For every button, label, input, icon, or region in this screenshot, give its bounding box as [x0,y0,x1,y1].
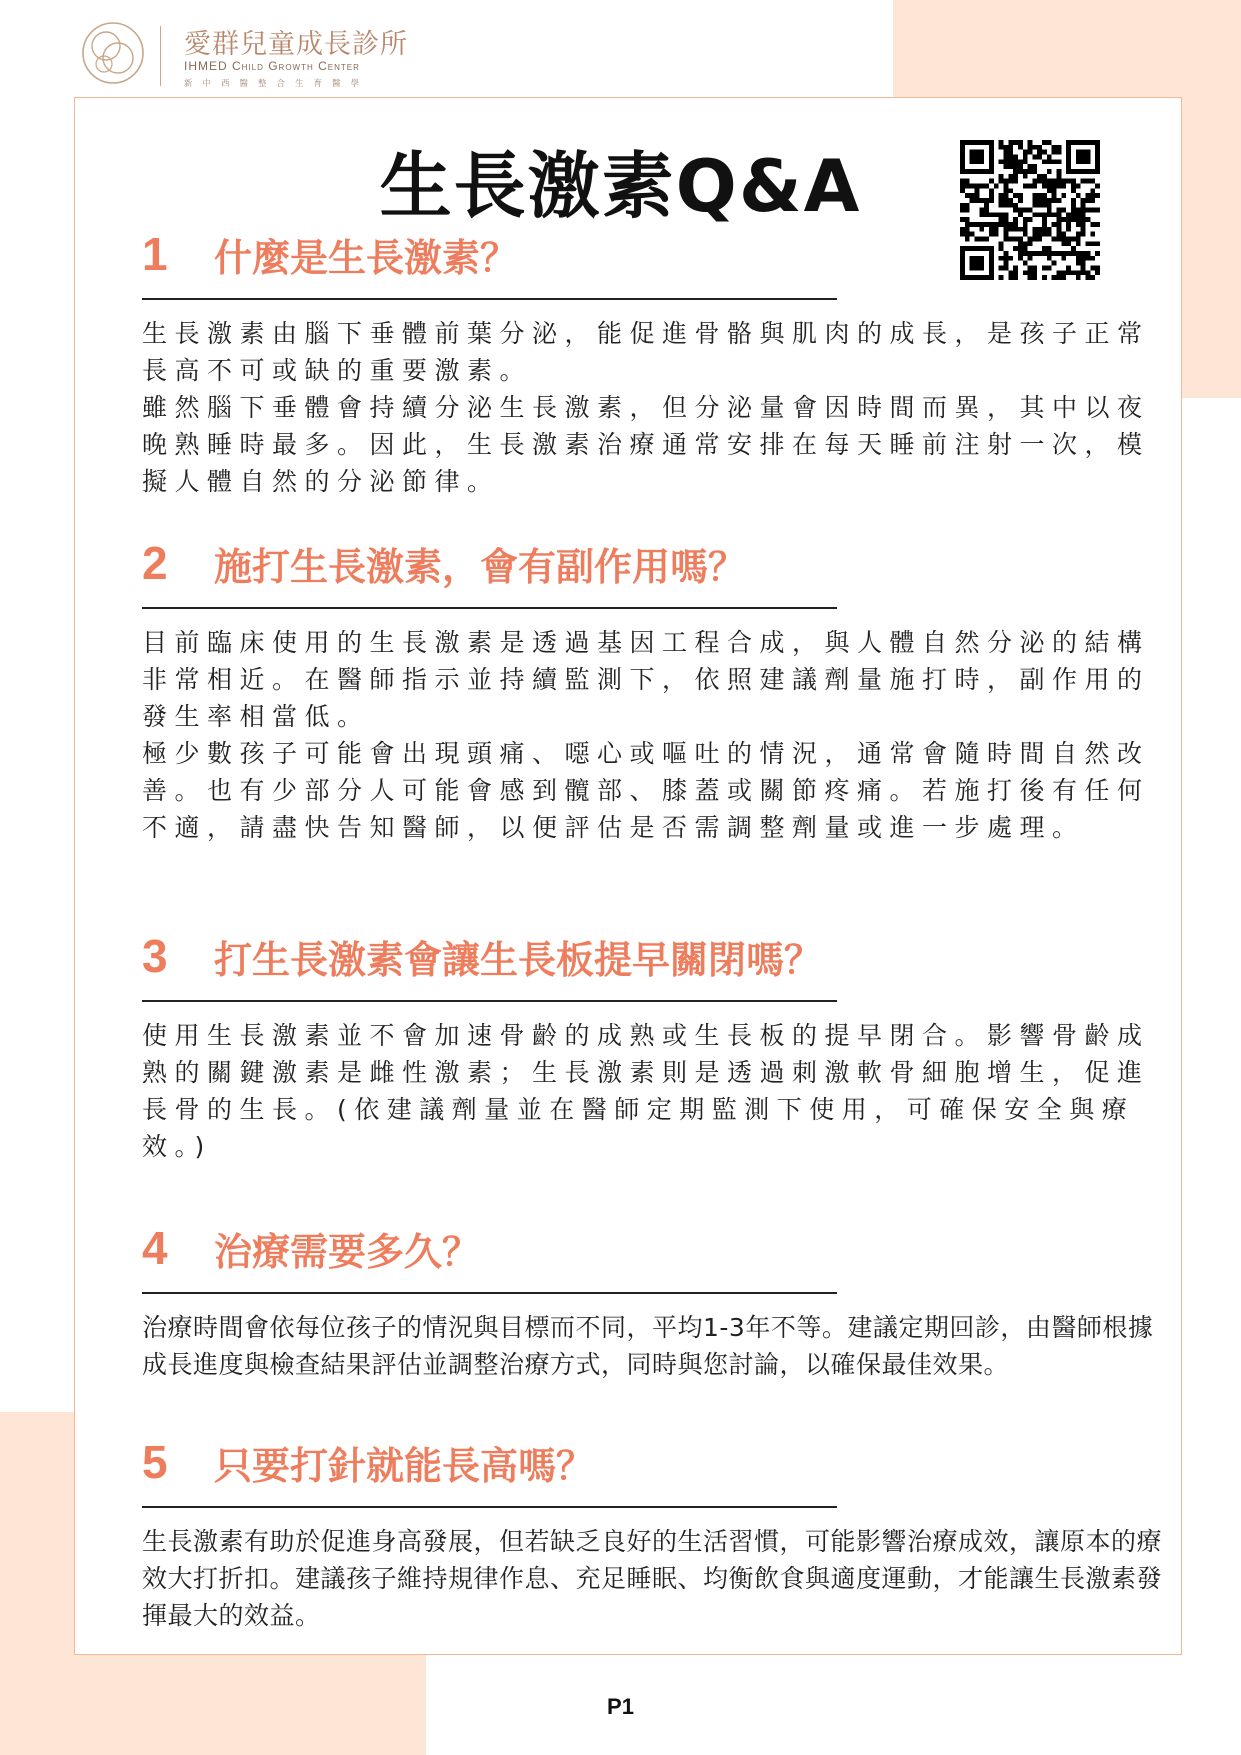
answer-text [142,1017,1172,1165]
answer-paragraph: 生長激素有助於促進身高發展，但若缺乏良好的生活習慣，可能影響治療成效，讓原本的療效大打折扣。建議孩子維持規律作息、充足睡眠、均衡飲食與適度運動，才能讓生長激素發揮最大的效益。 [142,1527,1163,1630]
question-number: 3 [142,930,168,982]
question-divider [142,1000,837,1002]
logo-divider [160,26,161,86]
qa-section-1 [142,223,1162,496]
question-title: 治療需要多久？ [214,1230,481,1274]
qa-section-5 [142,1431,1163,1630]
page-number: P1 [607,1694,634,1719]
brand-tagline: 新中西醫整合生育醫學 [184,79,370,89]
answer-text [142,315,1172,500]
brand-name-en: IHMED Child Growth Center [184,59,360,73]
qa-section-2 [142,532,1162,842]
question-title: 施打生長激素，會有副作用嗎？ [214,545,747,589]
answer-paragraph: 目前臨床使用的生長激素是透過基因工程合成，與人體自然分泌的結構非常相近。在醫師指示並持續監測下，依照建議劑量施打時，副作用的發生率相當低。 [142,628,1150,731]
question-number: 1 [142,228,168,280]
brand-name-zh: 愛群兒童成長診所 [184,29,408,60]
question-title: 什麼是生長激素？ [214,236,519,280]
question-number: 5 [142,1436,168,1488]
question-divider [142,298,837,300]
brand-logo [80,20,440,95]
question-title: 打生長激素會讓生長板提早關閉嗎？ [214,938,823,982]
answer-paragraph: 使用生長激素並不會加速骨齡的成熟或生長板的提早閉合。影響骨齡成熟的關鍵激素是雌性激素；生長激素則是透過刺激軟骨細胞增生，促進長骨的生長。(依建議劑量並在醫師定期監測下使用，可確保安全與療效。) [142,1021,1150,1161]
question-number: 4 [142,1222,168,1274]
logo-rings-icon [80,20,146,86]
qa-section-4 [142,1217,1162,1379]
question-divider [142,1292,837,1294]
answer-paragraph: 治療時間會依每位孩子的情況與目標而不同，平均1-3年不等。建議定期回診，由醫師根據成長進度與檢查結果評估並調整治療方式，同時與您討論，以確保最佳效果。 [142,1313,1154,1379]
qa-section-3 [142,925,1162,1161]
question-number: 2 [142,537,168,589]
answer-text [142,1309,1172,1383]
question-divider [142,1506,837,1508]
answer-text [142,624,1172,846]
answer-paragraph: 雖然腦下垂體會持續分泌生長激素，但分泌量會因時間而異，其中以夜晚熟睡時最多。因此，生長激素治療通常安排在每天睡前注射一次，模擬人體自然的分泌節律。 [142,393,1150,496]
answer-text [142,1523,1172,1634]
page-title: 生長激素Q&A [379,144,862,228]
answer-paragraph: 生長激素由腦下垂體前葉分泌，能促進骨骼與肌肉的成長，是孩子正常長高不可或缺的重要激素。 [142,319,1150,385]
answer-paragraph: 極少數孩子可能會出現頭痛、噁心或嘔吐的情況，通常會隨時間自然改善。也有少部分人可能會感到髖部、膝蓋或關節疼痛。若施打後有任何不適，請盡快告知醫師，以便評估是否需調整劑量或進一步處理。 [142,739,1150,842]
question-title: 只要打針就能長高嗎？ [214,1444,595,1488]
question-divider [142,607,837,609]
